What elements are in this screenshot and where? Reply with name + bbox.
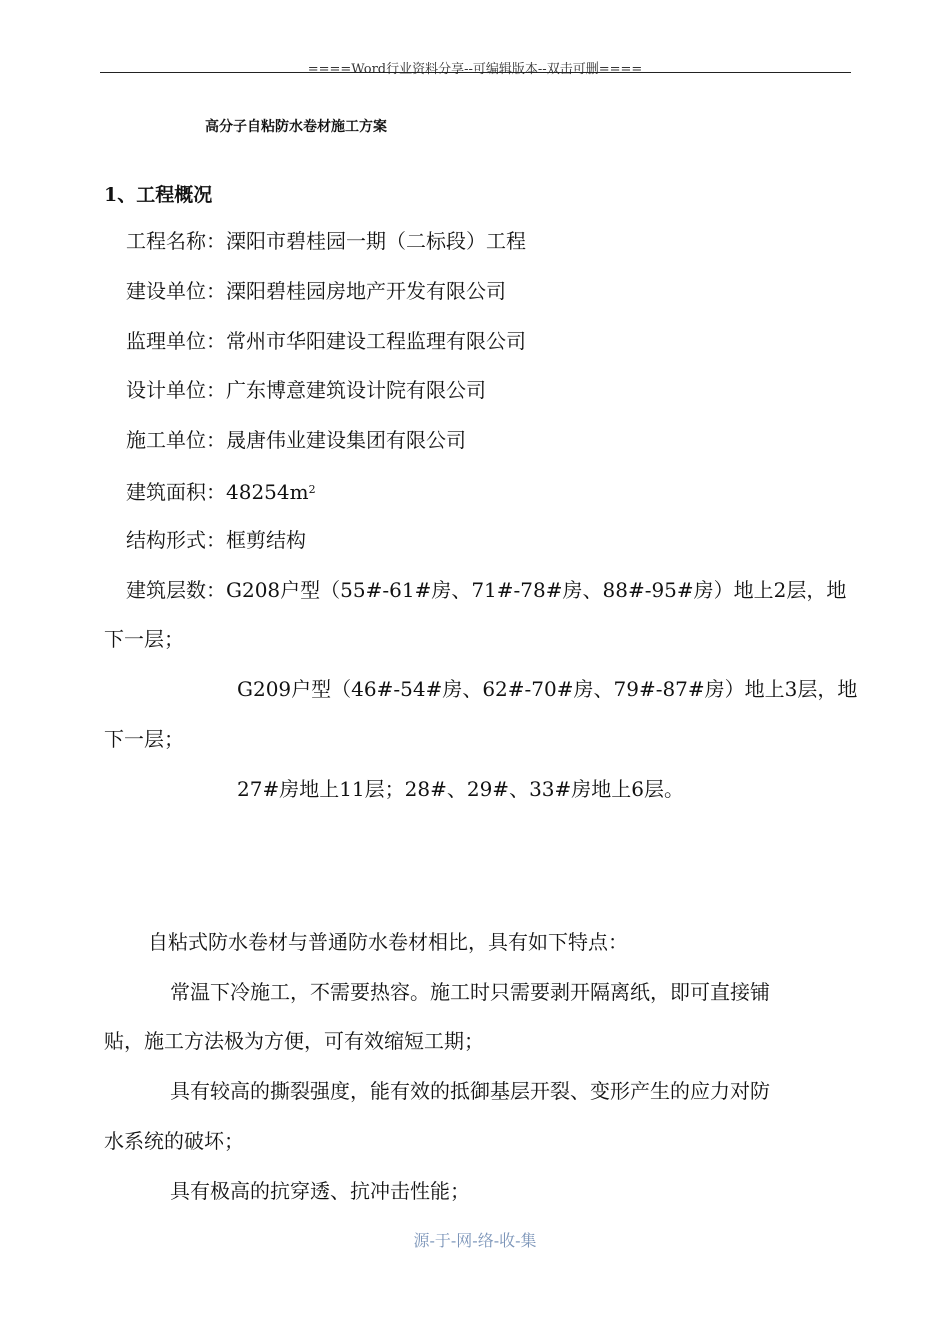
contractor-line: 施工单位：晟唐伟业建设集团有限公司: [126, 428, 466, 452]
page-footer: 源-于-网-络-收-集: [413, 1231, 537, 1250]
floors-line-1: 建筑层数：G208户型（55#-61#房、71#-78#房、88#-95#房）地上2层，地: [126, 578, 847, 602]
header-rule: [100, 72, 851, 73]
area-text: 建筑面积：48254m: [126, 480, 309, 504]
area-superscript: 2: [308, 483, 316, 496]
owner-line: 建设单位：溧阳碧桂园房地产开发有限公司: [126, 279, 506, 303]
floors-line-2: G209户型（46#-54#房、62#-70#房、79#-87#房）地上3层，地: [237, 677, 858, 701]
project-name-line: 工程名称：溧阳市碧桂园一期（二标段）工程: [126, 229, 526, 253]
feature-3-line: 具有极高的抗穿透、抗冲击性能；: [170, 1179, 470, 1203]
feature-1-line-2: 贴，施工方法极为方便，可有效缩短工期；: [104, 1029, 484, 1053]
structure-line: 结构形式：框剪结构: [126, 528, 306, 552]
floors-line-2-cont: 下一层；: [104, 727, 184, 751]
feature-1-line-1: 常温下冷施工，不需要热容。施工时只需要剥开隔离纸，即可直接铺: [170, 980, 770, 1004]
floors-line-1-cont: 下一层；: [104, 627, 184, 651]
supervisor-line: 监理单位：常州市华阳建设工程监理有限公司: [126, 329, 526, 353]
feature-2-line-2: 水系统的破坏；: [104, 1129, 244, 1153]
floors-line-3: 27#房地上11层；28#、29#、33#房地上6层。: [237, 777, 685, 801]
area-line: [126, 477, 316, 505]
page-header: ====Word行业资料分享--可编辑版本--双击可删====: [307, 62, 643, 77]
section-heading: 1、工程概况: [104, 184, 213, 206]
features-intro: 自粘式防水卷材与普通防水卷材相比，具有如下特点：: [148, 930, 628, 954]
feature-2-line-1: 具有较高的撕裂强度，能有效的抵御基层开裂、变形产生的应力对防: [170, 1079, 770, 1103]
designer-line: 设计单位：广东博意建筑设计院有限公司: [126, 378, 486, 402]
document-title: 高分子自粘防水卷材施工方案: [205, 119, 387, 135]
